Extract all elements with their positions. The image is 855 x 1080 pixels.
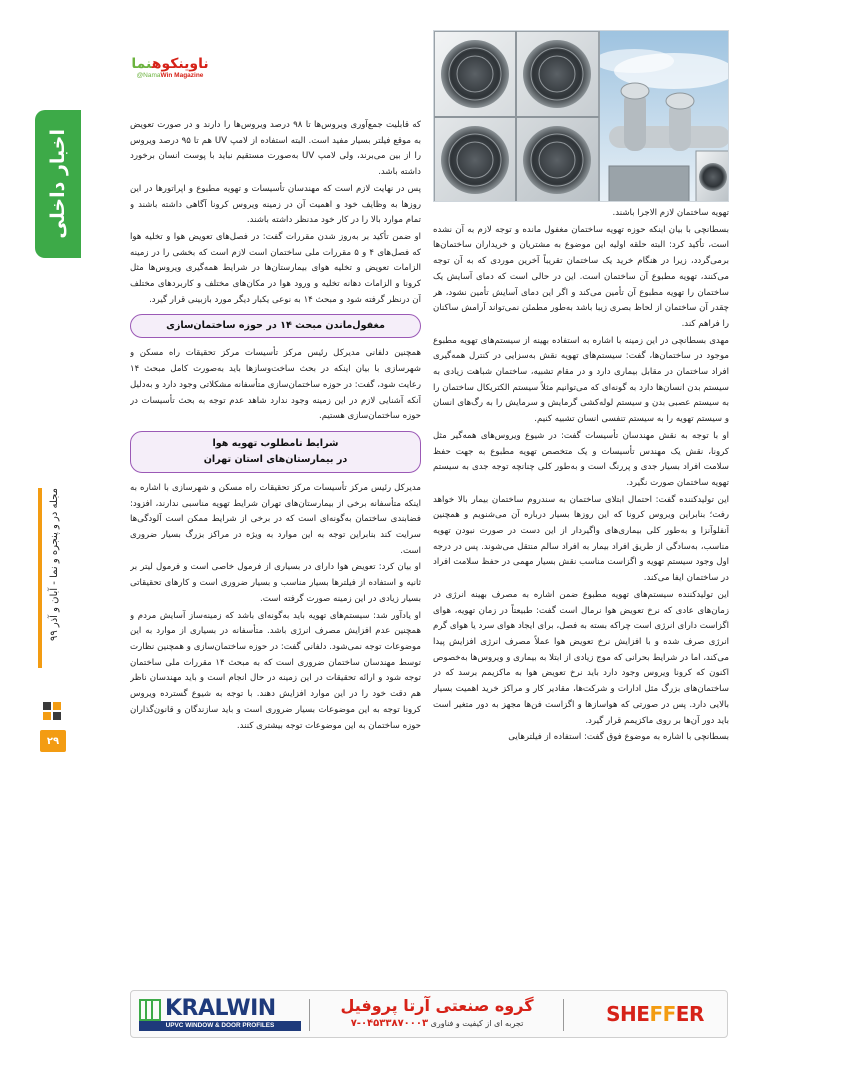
magazine-logo [128, 56, 212, 82]
article-paragraph: بسطانچی با اشاره به موضوع فوق گفت: استفاده از فیلترهایی [508, 732, 729, 743]
hvac-units-photo [433, 30, 729, 202]
article-column-left [130, 118, 421, 970]
advertisement-banner[interactable] [130, 990, 728, 1038]
article-paragraph: مهدی بسطانچی در این زمینه با اشاره به استفاده بهینه از سیستم‌های تهویه مطبوع موجود در ساختمان‌ها، گفت: سیستم‌های تهویه نقش به‌سزایی در کنترل همه‌گیری افراد ساختمان در مقابل بیماری دارد و در مقام تشبیه، ساختمان شباهت زیادی به سیستم بدن انسان‌ها دارد به گونه‌ای که می‌توانیم مثلاً سیستم الکتریکال ساختمان را به سیستم عصبی بدن و سیستم لوله‌کشی گرمایش و سرمایش را به رگ‌های انسان و سیستم تهویه را به سیستم تنفسی انسان تشبیه کنیم. [433, 335, 729, 425]
article-paragraph: مدیرکل رئیس مرکز تأسیسات مرکز تحقیقات راه مسکن و شهرسازی با اشاره به اینکه متأسفانه برخی از بیمارستان‌های تهران شرایط تهویه مناسبی ندارند، افزود: فضابندی ساختمان به‌گونه‌ای است که در برخی از شرایط ممکن است آلودگی‌ها سرایت کند بنابراین توجه به این موارد به ویژه در مراکز بزرگ بسیار ضروری است. [130, 482, 421, 556]
ad-company-title: گروه صنعتی آرتا پروفیل [340, 996, 534, 1015]
article-paragraph: او با توجه به نقش مهندسان تأسیسات گفت: در شیوع ویروس‌های همه‌گیر مثل کرونا، نقش یک مهندس تأسیسات و یک متخصص تهویه مطبوع به جهت حفظ سلامت افراد بسیار جدی و پررنگ است و به‌طور کلی چنانچه توجه جدی به سیستم تهویه ساختمان صورت نگیرد. [433, 430, 729, 488]
sheffer-brand-part: ER [675, 1002, 704, 1026]
ad-slogan: تجربه ای از کیفیت و فناوری [430, 1019, 524, 1028]
sheffer-brand-part: SHE [606, 1002, 650, 1026]
article-paragraph: بسطانچی با بیان اینکه حوزه تهویه ساختمان مغفول مانده و توجه لازم به آن نشده است، تأکید کرد: البته حلقه اولیه این موضوع به مشتریان و خریداران ساختمان‌ها برمی‌گردد، زیرا در هنگام خرید یک ساختمان تقریباً آخرین موردی که به آن توجه می‌کنند، تهویه مطبوع آن ساختمان است. این در حالی است که دمای آسایش یک ساختمان را تهویه مطبوع آن تأمین می‌کند و اگر این دمای آسایش تأمین نشود، هر چقدر آن ساختمان از لحاظ بصری زیبا باشد به‌طور مطمئن نمی‌تواند آرامش ساکنان را فراهم کند. [433, 224, 729, 329]
logo-sub-red: Win Magazine [160, 72, 204, 79]
article-paragraph: این تولیدکننده گفت: احتمال ابتلای ساختمان به سندروم ساختمان بیمار بالا خواهد رفت؛ بنابراین ویروس کرونا که این روزها بسیار درباره آن می‌شنویم و همچنین آنفلوآنزا و به‌طور کلی بیماری‌های واگیردار از این دست در صورت نبودن تهویه مناسب، به‌سادگی از طریق افراد بیمار به افراد سالم منتقل می‌شوند. پس در درجه اول وجود سیستم تهویه و اگزاست مناسب نقش بسیار مهمی در حفظ سلامت افراد در ساختمان ایفا می‌کند. [433, 494, 729, 584]
section-tab-label: اخبار داخلی [47, 129, 69, 239]
article-column-right [433, 206, 729, 968]
ad-divider [309, 999, 310, 1031]
issue-info-text: مجله در و پنجره و نما - آبان و آذر ۹۹ [48, 488, 60, 642]
kralwin-tagline: UPVC WINDOW & DOOR PROFILES [139, 1021, 301, 1031]
kralwin-mark-icon [139, 999, 161, 1021]
article-paragraph: پس در نهایت لازم است که مهندسان تأسیسات و تهویه مطبوع و اپراتورها در این روزها به وظایف خود و اهمیت آن در زمینه ویروس کرونا آگاهی داشته باشند و تمام موارد بالا را در کار خود مدنظر داشته باشند. [130, 183, 421, 226]
article-paragraph: همچنین دلفانی مدیرکل رئیس مرکز تأسیسات مرکز تحقیقات راه مسکن و شهرسازی با بیان اینکه در بحث ساخت‌وسازها باید به‌صورت کامل مبحث ۱۴ رعایت شود، گفت: در حوزه ساختمان‌سازی متأسفانه مشکلاتی وجود دارد و به‌دلیل آنکه آشنایی لازم در این زمینه وجود ندارد شاهد عدم توجه به بحث تأسیسات در حوزه ساختمان‌سازی هستیم. [130, 348, 421, 422]
article-paragraph: این تولیدکننده سیستم‌های تهویه مطبوع ضمن اشاره به مصرف بهینه انرژی در زمان‌های عادی که نرخ تعویض هوا نرمال است گفت: طبیعتاً در زمان تهویه، هوای اگزاست دارای انرژی است چراکه بسته به فصل، برای ایجاد هوای سرد یا هوای گرم انرژی صرف شده و با افزایش نرخ تعویض هوا عملاً مصرف انرژی افزایش پیدا می‌کند، اما در شرایط بحرانی که موج زیادی از ابتلا به بیماری و ویروس‌ها به‌خصوص اکنون که کرونا ویروس وجود دارد باید نرخ تعویض هوا به ماکزیمم برسد که در ساختمان‌های بزرگ مثل ادارات و شرکت‌ها، مقادیر کار و مراکز خرید اهمیت بسیار بالایی دارد. پس در صورتی که هواسازها و اگزاست فن‌ها مجهز به دور متغیر است باید دور آن‌ها بر روی ماکزیمم قرار گیرد. [433, 589, 729, 726]
logo-sub-green: @Nama [136, 72, 161, 79]
ad-company-info [317, 995, 557, 1035]
page-number: ۲۹ [40, 730, 66, 752]
section-heading-line: در بیمارستان‌های استان تهران [203, 453, 348, 465]
article-paragraph: او یادآور شد: سیستم‌های تهویه باید به‌گونه‌ای باشد که زمینه‌ساز آسایش مردم و همچنین عدم افزایش مصرف انرژی باشد. متأسفانه در بسیاری از موارد به این موضوعات توجه نمی‌شود. دلفانی گفت: در حوزه ساختمان‌سازی و همچنین نظارت توسط مهندسان ساختمان ضروری است که به مبحث ۱۴ مقررات ملی ساختمان توجه شود و ارائه تحقیقات در این زمینه در حال انجام است و باید مهندسان ناظر هم دقت خود را در این موارد افزایش دهند. با توجه به شیوع گسترده ویروس کرونا توجه به این موضوعات بسیار ضروری است و باید سازندگان و قانون‌گذاران حوزه ساختمان به این موضوعات توجه بیشتری کنند. [130, 610, 421, 731]
logo-text-red: ناوینکوه [151, 56, 209, 72]
ad-divider [563, 999, 564, 1031]
article-paragraph: که قابلیت جمع‌آوری ویروس‌ها تا ۹۸ درصد ویروس‌ها را دارند و در صورت تعویض به موقع فیلتر بسیار مفید است. البته استفاده از لامپ UV هم تا ۹۵ درصد ویروس را از بین می‌برند، ولی لامپ UV به‌صورت مستقیم نباید با پوست انسان برخورد داشته باشد. [130, 120, 421, 178]
article-paragraph: او ضمن تأکید بر به‌روز شدن مقررات گفت: در فصل‌های تعویض هوا و تخلیه هوا که فصل‌های ۴ و ۵ مقررات ملی ساختمان است لازم است که بخشی را در زمینه الزامات تعویض و تخلیه هوای بیمارستان‌ها در شرایط همه‌گیری ویروس‌ها مثل کرونا و الزامات دهانه تخلیه و ورود هوا در مکان‌های مختلف و کاربردهای مختلف آن درنظر گرفته شود و مبحث ۱۴ به نوعی یکبار دیگر مورد بازبینی قرار گیرد. [130, 231, 421, 305]
kralwin-brand: KRALWIN [165, 996, 276, 1021]
section-tab [35, 110, 81, 258]
kralwin-logo [139, 997, 301, 1033]
window-logo-icon [40, 700, 64, 724]
issue-divider-line [38, 488, 42, 668]
sheffer-logo [595, 999, 715, 1031]
article-paragraph: تهویه ساختمان لازم الاجرا باشند. [612, 208, 729, 218]
logo-text-green: نما [131, 56, 152, 72]
sheffer-brand-part: FF [649, 1002, 676, 1026]
section-heading [130, 431, 421, 473]
section-heading-line: شرایط نامطلوب تهویه هوا [212, 437, 339, 449]
ad-phone: ۰۴۵۳۳۸۷۰۰۰۳-۷ [350, 1018, 429, 1029]
article-paragraph: او بیان کرد: تعویض هوا دارای در بسیاری از فرمول خاصی است و فرمول لیتر بر ثانیه و استفاده از فیلترها بسیار مناسب و بسیار ضروری است و کارهای تحقیقاتی بسیار زیادی در این زمینه صورت گرفته است. [130, 562, 421, 604]
section-heading: مغفول‌ماندن مبحث ۱۴ در حوزه ساختمان‌سازی [130, 314, 421, 338]
